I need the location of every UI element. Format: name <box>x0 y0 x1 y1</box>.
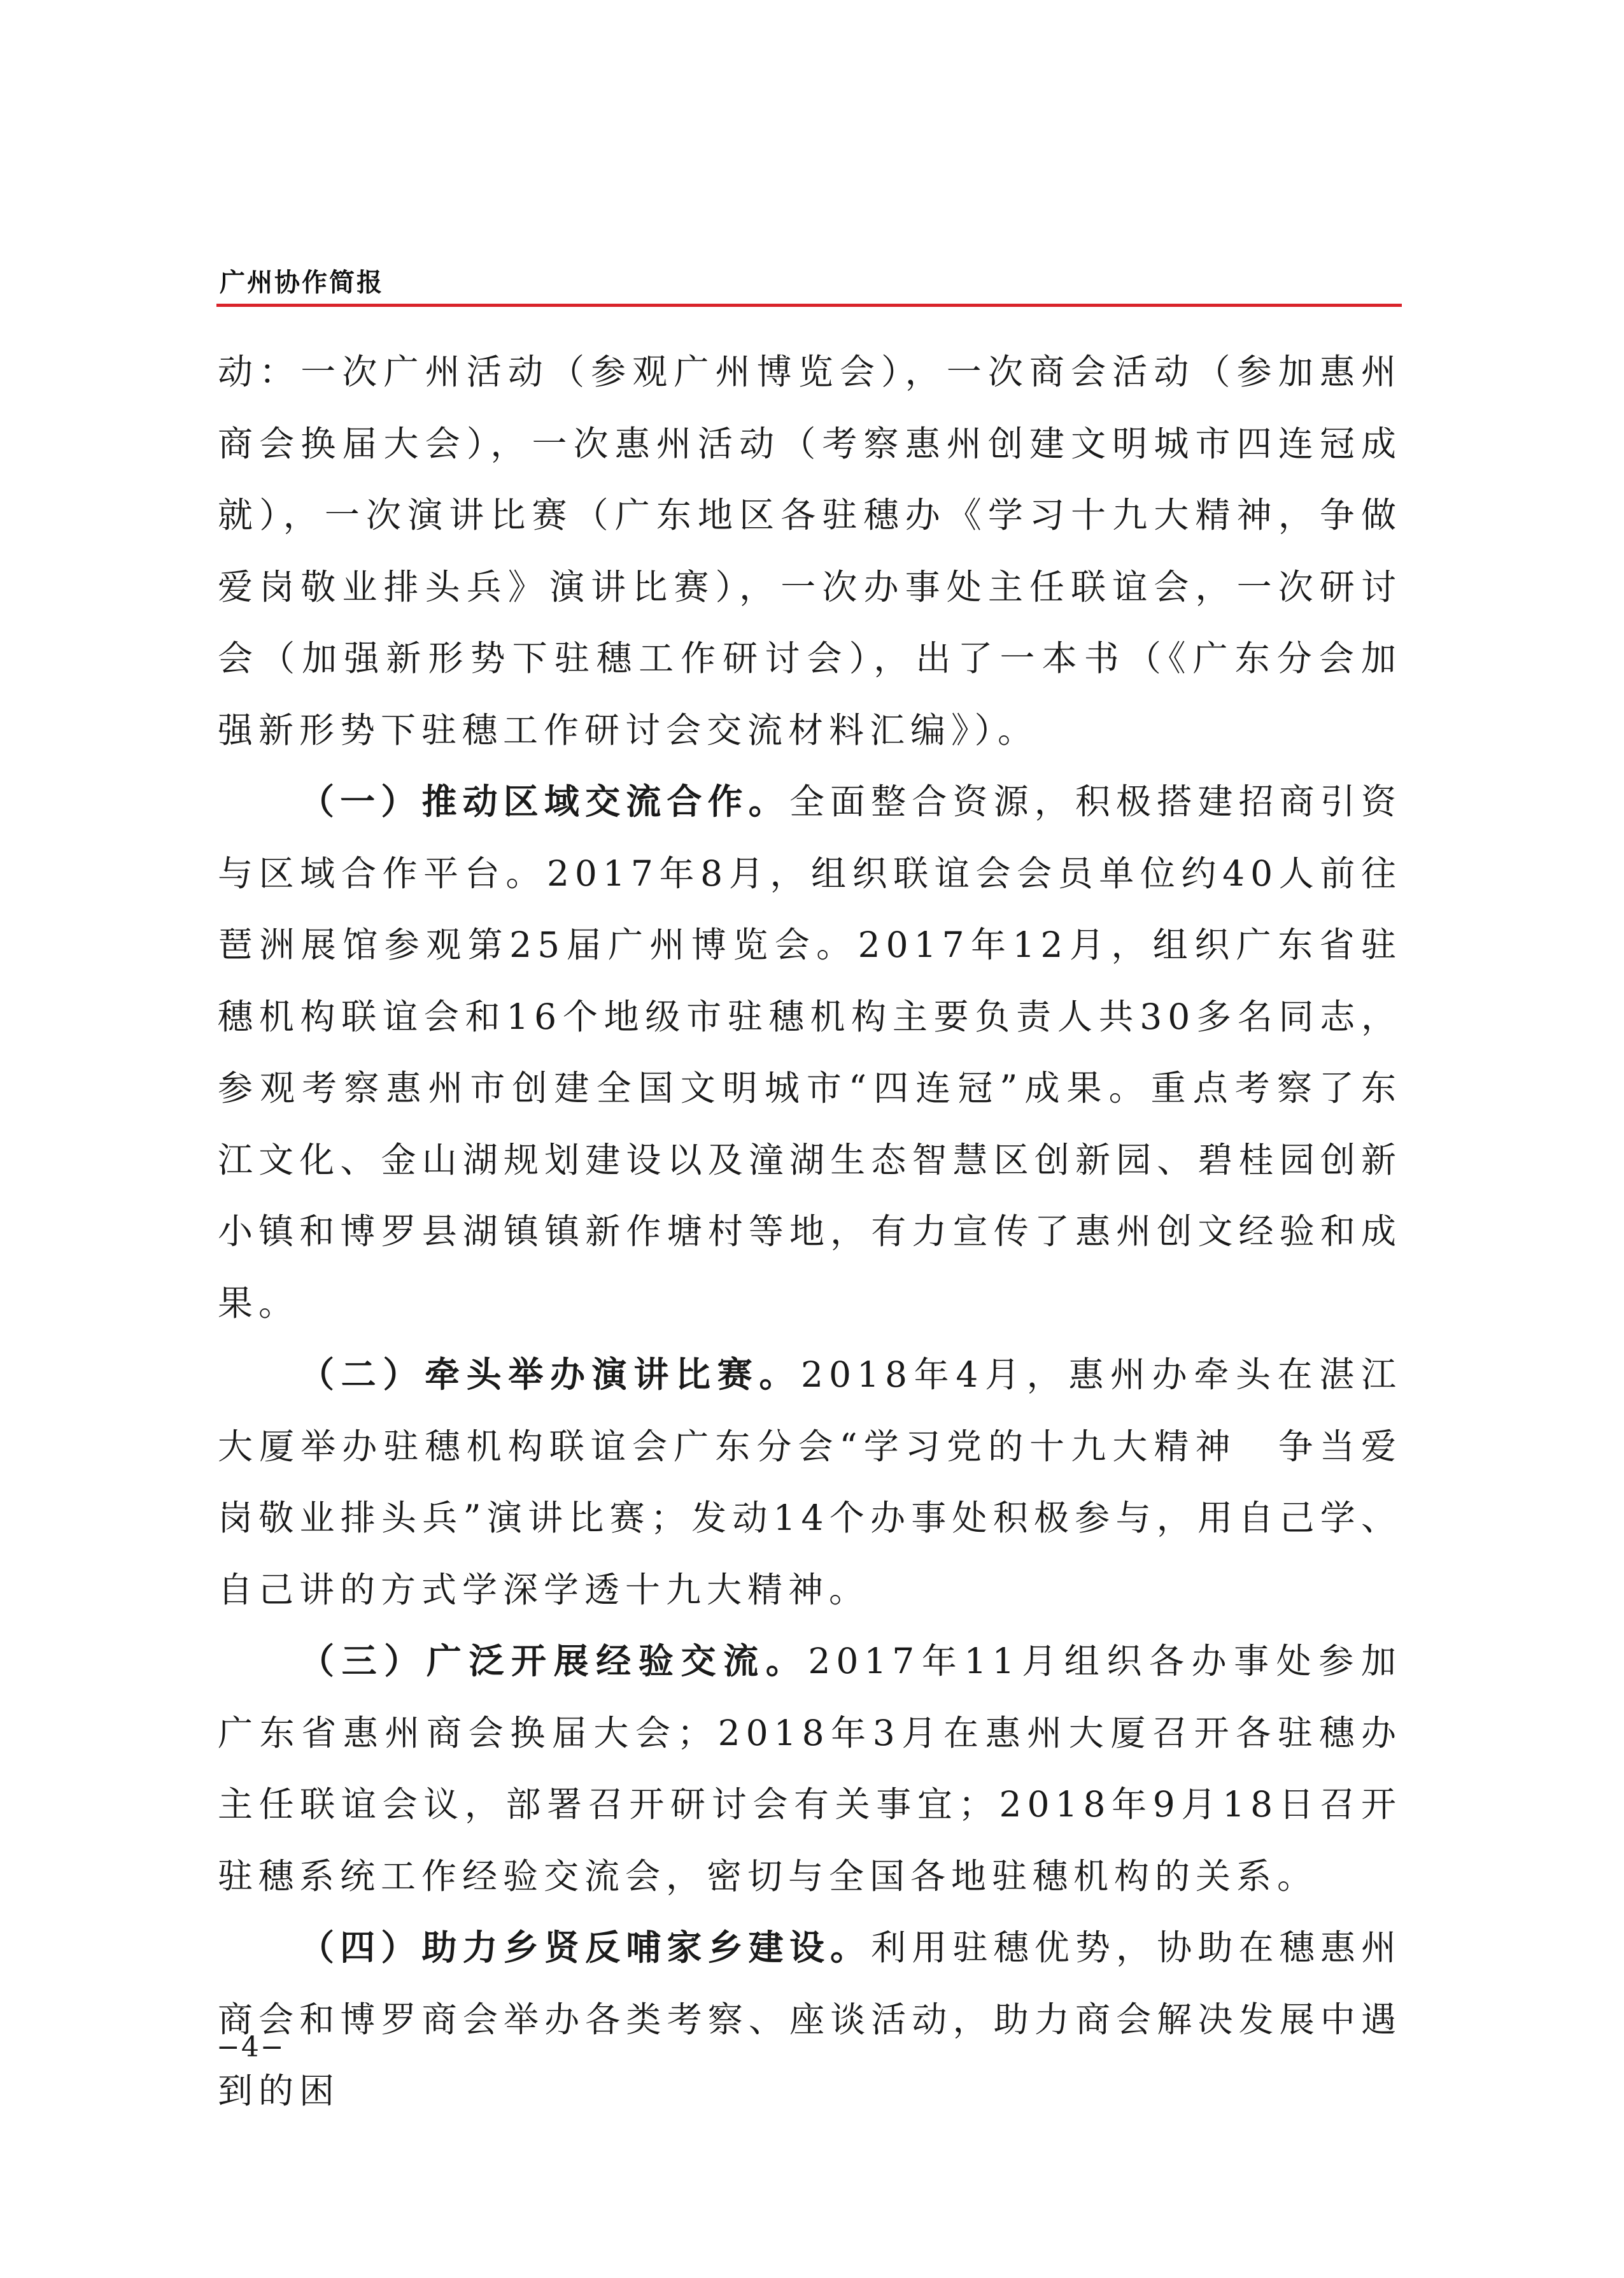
paragraph-hometown-support <box>218 1912 1402 2127</box>
paragraph-heading: （一）推动区域交流合作。 <box>299 781 789 822</box>
body-text <box>218 336 1402 2127</box>
paragraph-text: 动：一次广州活动（参观广州博览会），一次商会活动（参加惠州商会换届大会），一次惠州活动（考察惠州创建文明城市四连冠成就），一次演讲比赛（广东地区各驻穗办《学习十九大精神，争做爱岗敬业排头兵》演讲比赛），一次办事处主任联谊会，一次研讨会（加强新形势下驻穗工作研讨会），出了一本书（《广东分会加强新形势下驻穗工作研讨会交流材料汇编》）。 <box>218 351 1402 751</box>
paragraph-speech-contest <box>218 1339 1402 1625</box>
page-number: −4− <box>216 2031 285 2063</box>
paragraph-regional-cooperation <box>218 766 1402 1339</box>
paragraph-text: 2017年11月组织各办事处参加广东省惠州商会换届大会；2018年3月在惠州大厦召开各驻穗办主任联谊会议，部署召开研讨会有关事宜；2018年9月18日召开驻穗系统工作经验交流会，密切与全国各地驻穗机构的关系。 <box>218 1641 1402 1897</box>
paragraph-heading: （二）牵头举办演讲比赛。 <box>299 1354 801 1395</box>
paragraph-heading: （三）广泛开展经验交流。 <box>299 1640 808 1681</box>
header-divider <box>216 304 1402 307</box>
paragraph-text: 全面整合资源，积极搭建招商引资与区域合作平台。2017年8月，组织联谊会会员单位约40人前往琶洲展馆参观第25届广州博览会。2017年12月，组织广东省驻穗机构联谊会和16个地级市驻穗机构主要负责人共30多名同志，参观考察惠州市创建全国文明城市“四连冠”成果。重点考察了东江文化、金山湖规划建设以及潼湖生态智慧区创新园、碧桂园创新小镇和博罗县湖镇镇新作塘村等地，有力宣传了惠州创文经验和成果。 <box>218 781 1402 1324</box>
paragraph-heading: （四）助力乡贤反哺家乡建设。 <box>299 1927 872 1968</box>
publication-title: 广州协作简报 <box>220 268 384 297</box>
paragraph-text: 2018年4月，惠州办牵头在湛江大厦举办驻穗机构联谊会广东分会“学习党的十九大精神 争当爱岗敬业排头兵”演讲比赛；发动14个办事处积极参与，用自己学、自己讲的方式学深学透十九大精神。 <box>218 1354 1402 1610</box>
paragraph-text: 利用驻穗优势，协助在穗惠州商会和博罗商会举办各类考察、座谈活动，助力商会解决发展中遇到的困 <box>218 1927 1402 2111</box>
paragraph-experience-exchange <box>218 1625 1402 1912</box>
paragraph-continuation <box>218 336 1402 766</box>
